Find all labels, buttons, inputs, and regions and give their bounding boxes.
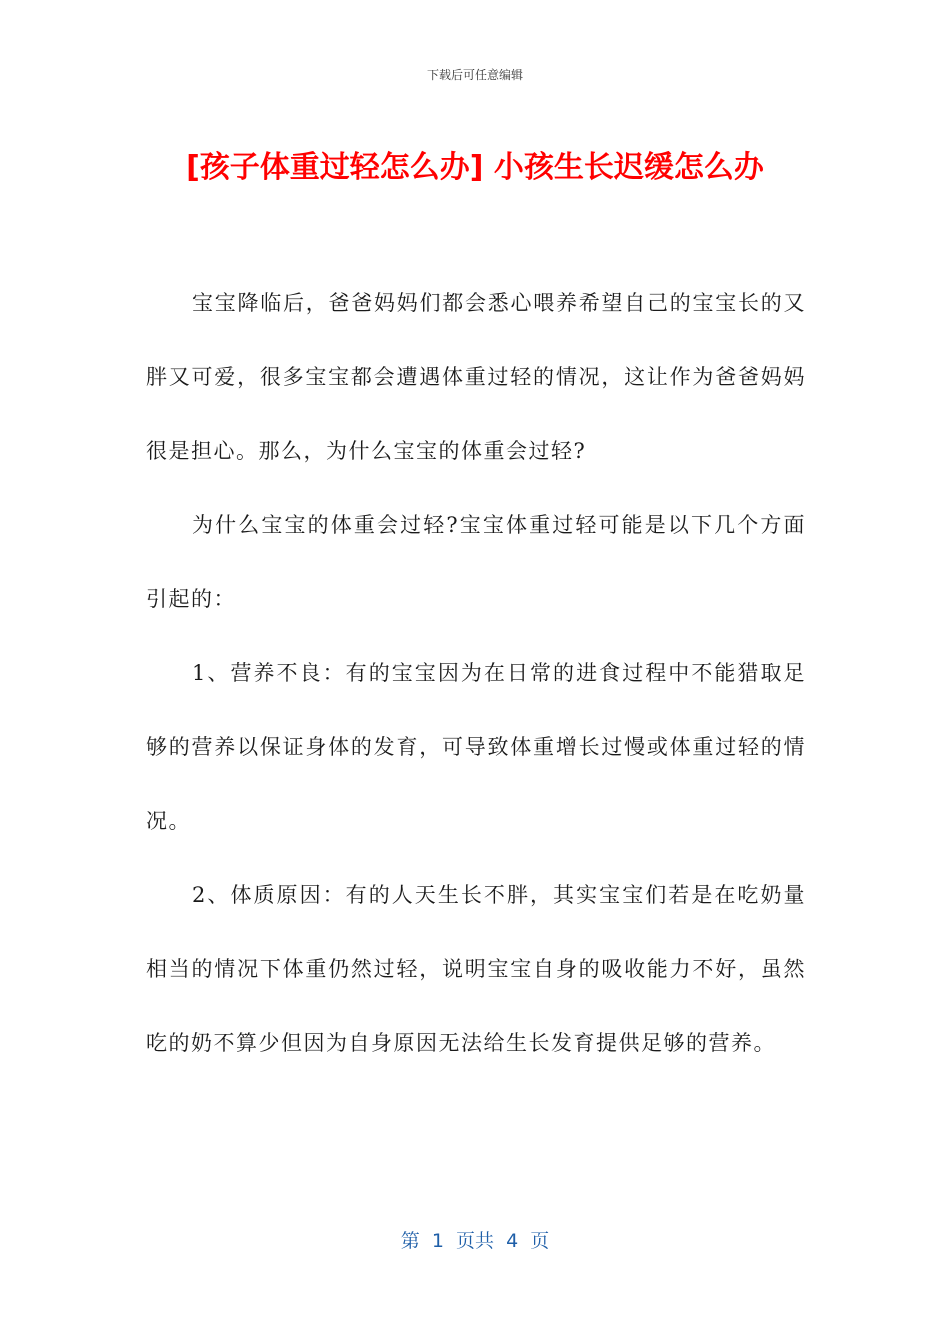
paragraph: 宝宝降临后，爸爸妈妈们都会悉心喂养希望自己的宝宝长的又胖又可爱，很多宝宝都会遭遇体重过轻的情况，这让作为爸爸妈妈很是担心。那么，为什么宝宝的体重会过轻? xyxy=(146,291,806,463)
paragraph: 2、体质原因：有的人天生长不胖，其实宝宝们若是在吃奶量相当的情况下体重仍然过轻，说明宝宝自身的吸收能力不好，虽然吃的奶不算少但因为自身原因无法给生长发育提供足够的营养。 xyxy=(146,883,806,1055)
header-note: 下载后可任意编辑 xyxy=(426,68,523,82)
page-number-footer: 第 1 页共 4 页 xyxy=(400,1230,550,1252)
document-title: [孩子体重过轻怎么办] 小孩生长迟缓怎么办 xyxy=(186,150,764,185)
document-body xyxy=(146,266,806,1080)
paragraph: 1、营养不良：有的宝宝因为在日常的进食过程中不能猎取足够的营养以保证身体的发育，可导致体重增长过慢或体重过轻的情况。 xyxy=(146,661,806,833)
paragraph: 为什么宝宝的体重会过轻?宝宝体重过轻可能是以下几个方面引起的： xyxy=(146,513,806,611)
